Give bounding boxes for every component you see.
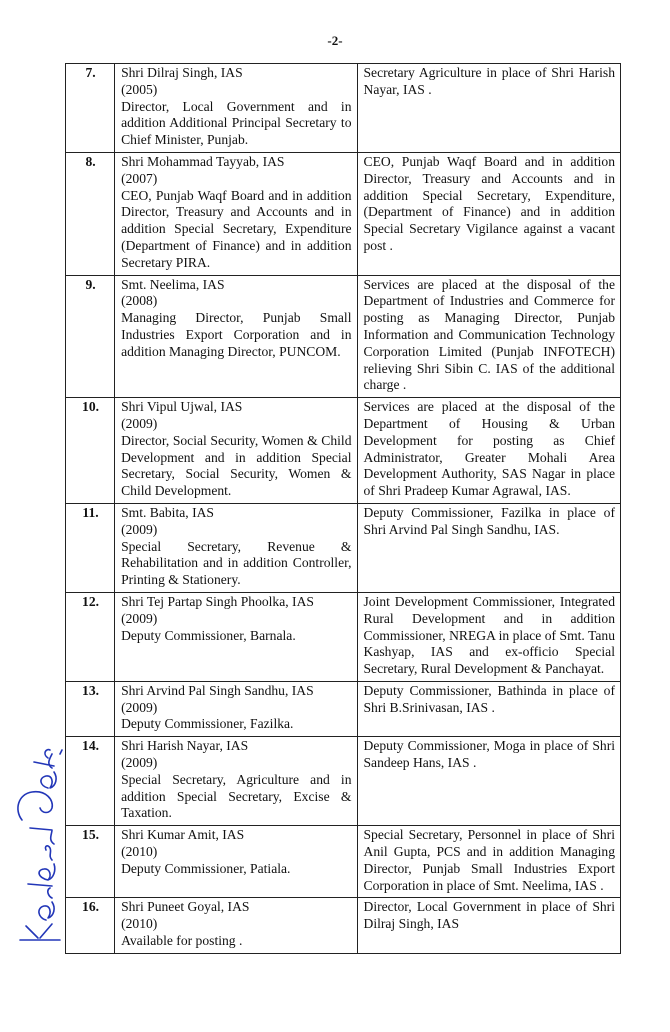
new-posting: Deputy Commissioner, Fazilka in place of Shri Arvind Pal Singh Sandhu, IAS.: [357, 503, 621, 592]
current-posting: Available for posting .: [121, 933, 243, 949]
serial-number: 12.: [66, 592, 115, 681]
officer-batch: (2009): [121, 699, 158, 715]
current-posting: Director, Social Security, Women & Child Development and in addition Special Secretary, Social Security, Women & Child Development.: [121, 432, 352, 499]
new-posting: Deputy Commissioner, Moga in place of Shri Sandeep Hans, IAS .: [357, 737, 621, 826]
new-posting: Joint Development Commissioner, Integrated Rural Development and in addition Commissioner, NREGA in place of Smt. Tanu Kashyap, IAS and ex-officio Special Secretary, Rural Development & Panchayat.: [357, 592, 621, 681]
officer-cell: [115, 398, 357, 504]
serial-number: 10.: [66, 398, 115, 504]
table-row: [66, 152, 621, 275]
table-row: [66, 681, 621, 736]
officer-name: Smt. Babita, IAS: [121, 504, 214, 520]
posting-orders-table: [65, 63, 621, 954]
officer-cell: [115, 826, 357, 898]
new-posting: Services are placed at the disposal of the Department of Industries and Commerce for posting as Managing Director, Punjab Information and Communication Technology Corporation Limited (Punjab INFOTECH) relieving Shri Sibin C. IAS of the additional charge .: [357, 275, 621, 398]
officer-name: Shri Kumar Amit, IAS: [121, 827, 245, 843]
new-posting: Services are placed at the disposal of the Department of Housing & Urban Development for posting as Chief Administrator, Greater Mohali Area Development Authority, SAS Nagar in place of Shri Pradeep Kumar Agrawal, IAS.: [357, 398, 621, 504]
new-posting: Special Secretary, Personnel in place of Shri Anil Gupta, PCS and in addition Managing Director, Punjab Small Industries Export Corporation in place of Smt. Neelima, IAS .: [357, 826, 621, 898]
officer-name: Shri Vipul Ujwal, IAS: [121, 399, 243, 415]
current-posting: Special Secretary, Revenue & Rehabilitation and in addition Controller, Printing & Stationery.: [121, 538, 352, 588]
current-posting: Director, Local Government and in addition Additional Principal Secretary to Chief Minister, Punjab.: [121, 98, 352, 148]
officer-name: Shri Mohammad Tayyab, IAS: [121, 153, 285, 169]
officer-cell: [115, 592, 357, 681]
table-row: [66, 737, 621, 826]
new-posting: Secretary Agriculture in place of Shri Harish Nayar, IAS .: [357, 64, 621, 153]
serial-number: 13.: [66, 681, 115, 736]
officer-name: Shri Puneet Goyal, IAS: [121, 899, 250, 915]
new-posting: Deputy Commissioner, Bathinda in place of Shri B.Srinivasan, IAS .: [357, 681, 621, 736]
officer-name: Smt. Neelima, IAS: [121, 276, 225, 292]
serial-number: 16.: [66, 898, 115, 953]
officer-batch: (2010): [121, 916, 158, 932]
table-row: [66, 826, 621, 898]
officer-cell: [115, 64, 357, 153]
serial-number: 15.: [66, 826, 115, 898]
table-body: [66, 64, 621, 954]
serial-number: 11.: [66, 503, 115, 592]
table-row: [66, 275, 621, 398]
table-row: [66, 64, 621, 153]
handwritten-signature: [8, 748, 66, 948]
officer-batch: (2009): [121, 610, 158, 626]
officer-name: Shri Harish Nayar, IAS: [121, 738, 249, 754]
officer-name: Shri Dilraj Singh, IAS: [121, 65, 243, 80]
officer-batch: (2010): [121, 844, 158, 860]
current-posting: Special Secretary, Agriculture and in addition Special Secretary, Excise & Taxation.: [121, 771, 352, 821]
officer-batch: (2007): [121, 170, 158, 186]
table-row: [66, 503, 621, 592]
table-row: [66, 898, 621, 953]
officer-cell: [115, 503, 357, 592]
officer-batch: (2009): [121, 755, 158, 771]
new-posting: CEO, Punjab Waqf Board and in addition Director, Treasury and Accounts and in addition Special Secretary, Expenditure, (Department of Finance) and in addition Special Secretary Vigilance against a vacant post .: [357, 152, 621, 275]
officer-name: Shri Tej Partap Singh Phoolka, IAS: [121, 593, 314, 609]
current-posting: Deputy Commissioner, Patiala.: [121, 860, 291, 876]
officer-cell: [115, 152, 357, 275]
officer-batch: (2008): [121, 293, 158, 309]
page-number: -2-: [327, 33, 343, 48]
officer-cell: [115, 898, 357, 953]
serial-number: 14.: [66, 737, 115, 826]
current-posting: Deputy Commissioner, Fazilka.: [121, 716, 294, 732]
table-row: [66, 398, 621, 504]
serial-number: 9.: [66, 275, 115, 398]
officer-name: Shri Arvind Pal Singh Sandhu, IAS: [121, 682, 314, 698]
current-posting: Managing Director, Punjab Small Industries Export Corporation and in addition Managing Director, PUNCOM.: [121, 310, 352, 359]
officer-cell: [115, 737, 357, 826]
current-posting: Deputy Commissioner, Barnala.: [121, 627, 296, 643]
officer-cell: [115, 275, 357, 398]
officer-batch: (2009): [121, 521, 158, 537]
serial-number: 7.: [66, 64, 115, 153]
officer-batch: (2009): [121, 415, 158, 431]
table-row: [66, 592, 621, 681]
officer-batch: (2005): [121, 81, 158, 97]
serial-number: 8.: [66, 152, 115, 275]
current-posting: CEO, Punjab Waqf Board and in addition Director, Treasury and Accounts and in addition Special Secretary, Expenditure (Department of Finance) and in addition Secretary PIRA.: [121, 187, 352, 270]
new-posting: Director, Local Government in place of Shri Dilraj Singh, IAS: [357, 898, 621, 953]
officer-cell: [115, 681, 357, 736]
